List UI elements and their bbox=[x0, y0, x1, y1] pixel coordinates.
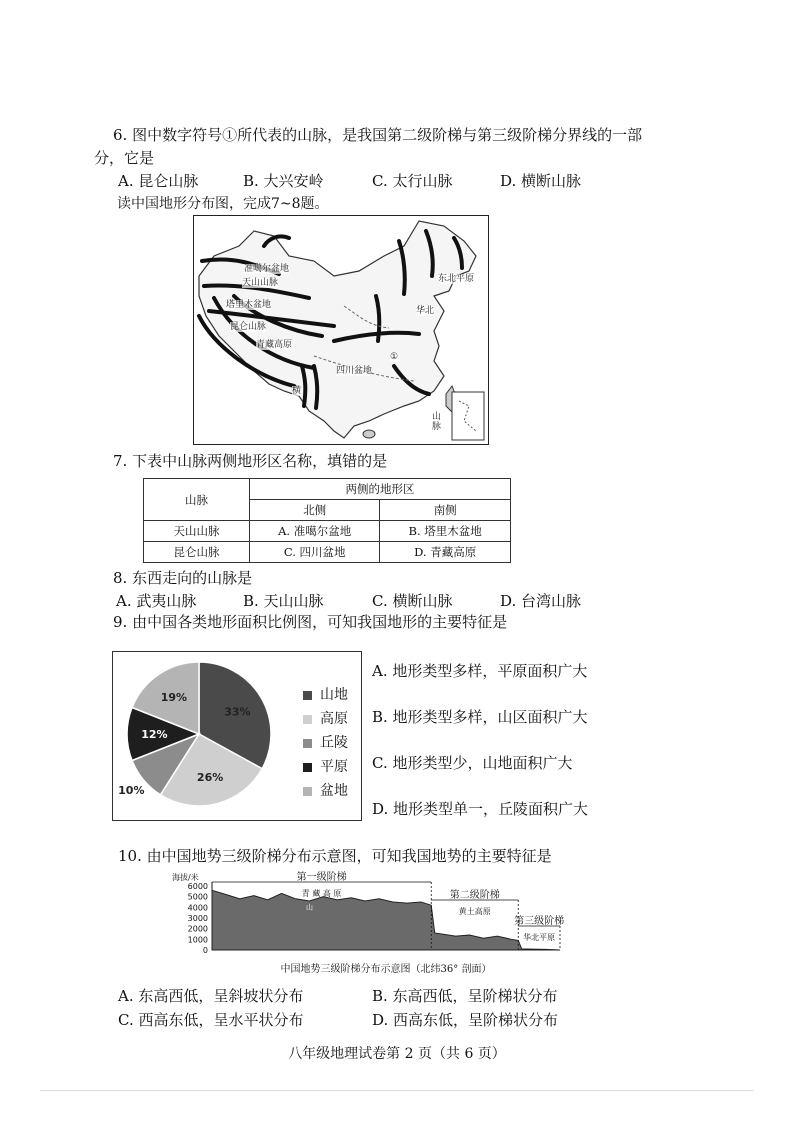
table-header-sides: 两侧的地形区 bbox=[250, 479, 511, 500]
legend-item-pingyuan bbox=[303, 756, 348, 776]
legend-item-pendi bbox=[303, 780, 348, 800]
q8-option-a: A. 武夷山脉 bbox=[116, 592, 197, 610]
legend-item-shandi bbox=[303, 684, 348, 704]
legend-label: 平原 bbox=[320, 759, 348, 775]
terrain-area bbox=[212, 890, 560, 950]
legend-swatch bbox=[303, 739, 312, 748]
pie-value-label: 26% bbox=[196, 771, 224, 785]
q8-question: 8. 东西走向的山脉是 bbox=[113, 569, 253, 587]
table-row bbox=[144, 542, 511, 563]
q8-option-b: B. 天山山脉 bbox=[243, 592, 324, 610]
q9-option-b: B. 地形类型多样，山区面积广大 bbox=[372, 708, 588, 726]
stage-region-label: 黄土高原 bbox=[458, 907, 491, 916]
pie-value-label: 12% bbox=[141, 728, 168, 741]
terrain-profile-chart bbox=[170, 868, 570, 978]
q8-option-d: D. 台湾山脉 bbox=[500, 592, 582, 610]
y-tick-label: 3000 bbox=[187, 914, 208, 923]
q6-line2: 分，它是 bbox=[94, 149, 155, 167]
q10-option-b: B. 东高西低，呈阶梯状分布 bbox=[372, 987, 558, 1005]
label-sichuan-basin: 四川盆地 bbox=[336, 366, 373, 376]
legend-item-gaoyuan bbox=[303, 708, 348, 728]
stage-label: 第一级阶梯 bbox=[296, 872, 347, 883]
q6-option-d: D. 横断山脉 bbox=[500, 172, 582, 190]
q10-question: 10. 由中国地势三级阶梯分布示意图，可知我国地势的主要特征是 bbox=[118, 847, 552, 865]
page-footer: 八年级地理试卷第 2 页（共 6 页） bbox=[288, 1046, 506, 1062]
label-junggar-basin: 准噶尔盆地 bbox=[244, 264, 290, 274]
table-row bbox=[144, 521, 511, 542]
q9-option-d: D. 地形类型单一，丘陵面积广大 bbox=[372, 800, 589, 818]
y-axis-label: 海拔/米 bbox=[172, 873, 199, 882]
pie-value-label: 19% bbox=[160, 691, 188, 705]
y-tick-label: 0 bbox=[202, 946, 208, 955]
legend-swatch bbox=[303, 787, 312, 796]
pie-value-label: 10% bbox=[118, 783, 145, 797]
legend-label: 高原 bbox=[320, 711, 348, 727]
china-terrain-map bbox=[193, 215, 489, 445]
y-tick-label: 1000 bbox=[187, 935, 208, 945]
q9-question: 9. 由中国各类地形面积比例图，可知我国地形的主要特征是 bbox=[113, 613, 508, 631]
stage-label: 第二级阶梯 bbox=[449, 890, 500, 901]
legend-swatch bbox=[303, 763, 312, 772]
table-header-mountain: 山脉 bbox=[144, 479, 250, 521]
footer-divider bbox=[40, 1090, 754, 1091]
q10-option-c: C. 西高东低，呈水平状分布 bbox=[118, 1011, 304, 1029]
q10-option-d: D. 西高东低，呈阶梯状分布 bbox=[372, 1011, 559, 1029]
table-cell-north: C. 四川盆地 bbox=[250, 542, 380, 563]
chart-title: 中国地势三级阶梯分布示意图（北纬36° 剖面） bbox=[280, 964, 492, 975]
y-tick-label: 6000 bbox=[187, 882, 208, 891]
legend-label: 丘陵 bbox=[320, 735, 348, 751]
q7-question: 7. 下表中山脉两侧地形区名称，填错的是 bbox=[113, 452, 388, 470]
stage-region-label: 青 藏 高 原 bbox=[301, 889, 342, 898]
q6-option-c: C. 太行山脉 bbox=[372, 172, 453, 190]
q9-option-c: C. 地形类型少，山地面积广大 bbox=[372, 754, 573, 772]
table-cell-north: A. 准噶尔盆地 bbox=[250, 521, 380, 542]
pie-value-label: 33% bbox=[224, 705, 251, 719]
legend-label: 山地 bbox=[320, 687, 348, 703]
y-tick-label: 2000 bbox=[187, 924, 208, 934]
peak-label: 山 bbox=[305, 903, 313, 912]
q6-option-b: B. 大兴安岭 bbox=[243, 172, 324, 190]
label-tianshan: 天山山脉 bbox=[242, 278, 279, 288]
legend-label: 盆地 bbox=[320, 783, 348, 799]
legend-swatch bbox=[303, 691, 312, 700]
stage-label: 第三级阶梯 bbox=[514, 916, 565, 927]
table-cell-mountain: 天山山脉 bbox=[144, 521, 250, 542]
legend-item-qiuling bbox=[303, 732, 348, 752]
label-range-1: ① bbox=[390, 352, 399, 362]
q6-line1: 6. 图中数字符号①所代表的山脉，是我国第二级阶梯与第三级阶梯分界线的一部 bbox=[113, 126, 643, 144]
profile-graphic bbox=[170, 868, 570, 978]
table-cell-mountain: 昆仑山脉 bbox=[144, 542, 250, 563]
label-qingzang-plateau: 青藏高原 bbox=[256, 340, 293, 350]
terrain-pie-chart bbox=[112, 651, 362, 821]
label-taiwan-range: 山 脉 bbox=[432, 412, 442, 432]
table-header-north: 北侧 bbox=[250, 500, 380, 521]
map-intro: 读中国地形分布图，完成7~8题。 bbox=[117, 196, 329, 212]
q8-option-c: C. 横断山脉 bbox=[372, 592, 453, 610]
q9-option-a: A. 地形类型多样，平原面积广大 bbox=[372, 662, 588, 680]
label-hengduan: 横 bbox=[292, 386, 302, 396]
legend-swatch bbox=[303, 715, 312, 724]
table-cell-south: D. 青藏高原 bbox=[380, 542, 511, 563]
q6-option-a: A. 昆仑山脉 bbox=[118, 172, 199, 190]
label-huabei: 华北 bbox=[416, 306, 435, 316]
y-tick-label: 4000 bbox=[187, 903, 208, 913]
stage-region-label: 华北平原 bbox=[523, 933, 556, 942]
table-cell-south: B. 塔里木盆地 bbox=[380, 521, 511, 542]
label-tarim-basin: 塔里木盆地 bbox=[226, 300, 272, 310]
q7-table bbox=[143, 478, 511, 563]
label-dongbei-plain: 东北平原 bbox=[438, 274, 475, 284]
table-header-south: 南侧 bbox=[380, 500, 511, 521]
label-kunlun: 昆仑山脉 bbox=[230, 322, 267, 332]
y-tick-label: 5000 bbox=[187, 892, 208, 902]
q10-option-a: A. 东高西低，呈斜坡状分布 bbox=[118, 987, 304, 1005]
